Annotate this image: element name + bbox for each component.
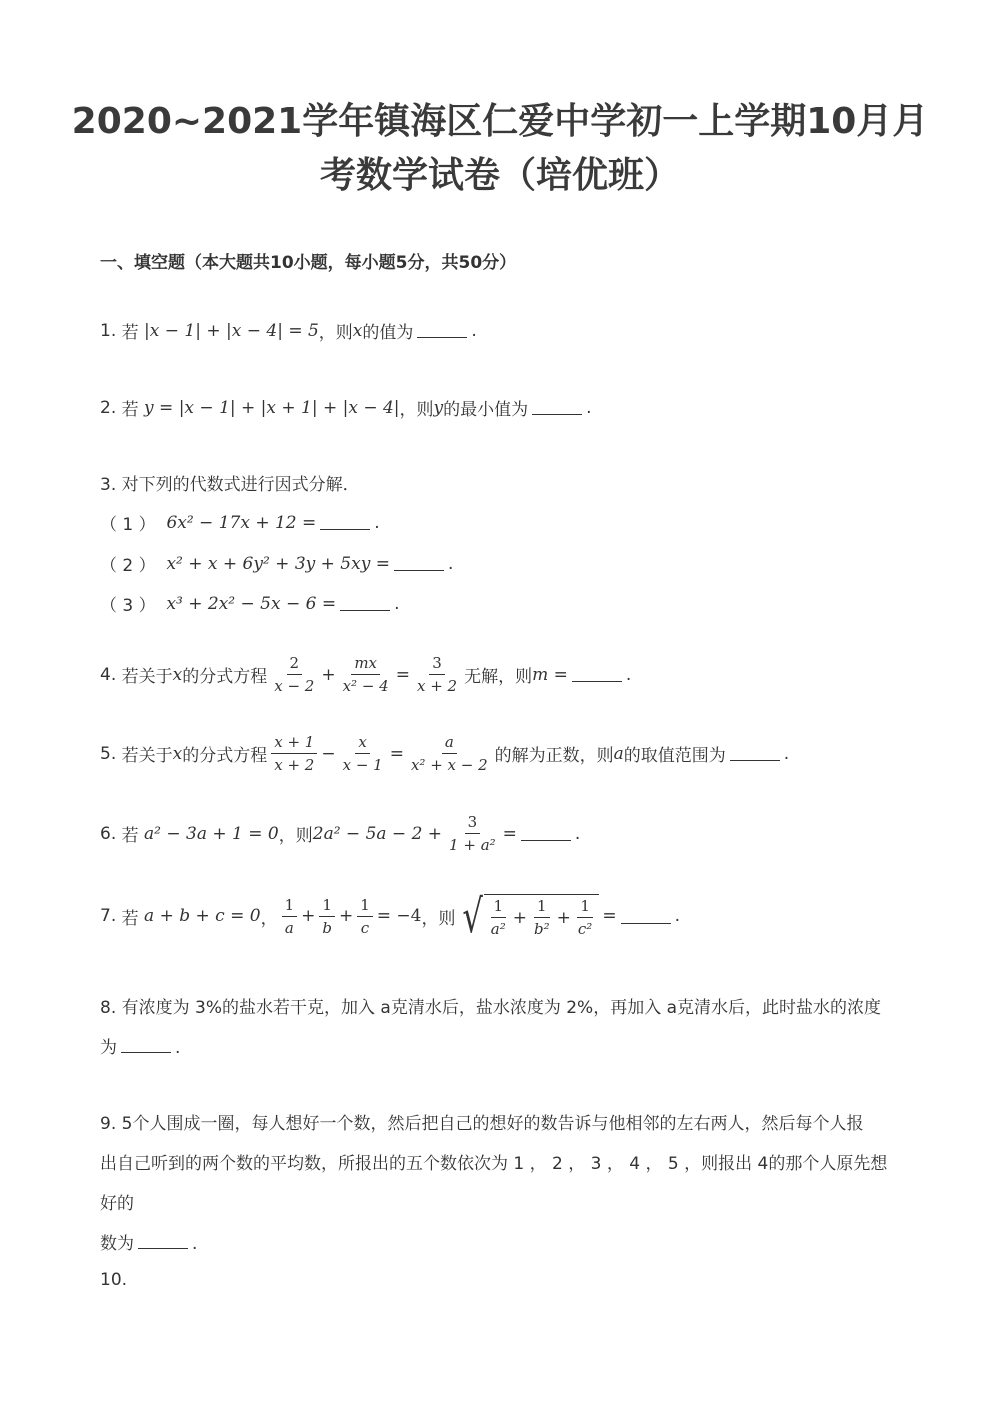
q7-numerator-b: 1	[319, 896, 335, 917]
q9-line-3-text: 数为	[100, 1234, 134, 1254]
q2-mid: ，则	[399, 400, 434, 420]
q4-target-variable: m =	[532, 664, 568, 685]
question-5	[100, 733, 789, 774]
q5-prefix: 若关于	[121, 746, 173, 766]
q8-line-2-text: 为	[100, 1038, 117, 1058]
q6-numerator: 3	[465, 813, 481, 834]
q7-denominator-c: c	[360, 918, 370, 937]
q6-end: .	[574, 823, 581, 844]
q1-prefix: 若	[121, 323, 139, 343]
q7-radicand	[484, 894, 600, 938]
q7-comma: ，	[260, 908, 278, 929]
question-8	[100, 988, 900, 1068]
q3-part2-label: （ 2 ）	[100, 556, 156, 576]
q4-f3-numerator: 3	[429, 654, 445, 675]
q5-f1-denominator: x + 2	[274, 756, 315, 774]
q7-numerator-b2: 1	[534, 897, 550, 918]
q7-denominator-b: b	[322, 918, 332, 937]
q9-answer-blank[interactable]	[138, 1234, 188, 1249]
q4-fraction-2	[340, 654, 392, 695]
q7-end: .	[674, 906, 680, 926]
question-4	[100, 654, 631, 695]
q2-end: .	[586, 397, 592, 418]
question-7	[100, 889, 680, 943]
q7-frac-1-over-a2	[488, 897, 509, 938]
q7-frac-1-over-b2	[531, 897, 553, 938]
q8-end: .	[175, 1038, 181, 1058]
q3-part3-answer-blank[interactable]	[340, 596, 390, 611]
q3-part3-end: .	[394, 593, 400, 614]
title-line-2: 考数学试卷（培优班）	[319, 155, 680, 196]
q7-equals-minus-4: = −4	[376, 906, 422, 926]
q8-line-2	[100, 1028, 900, 1068]
q7-plus-2: +	[338, 906, 354, 926]
q4-post: 的分式方程	[182, 667, 268, 687]
q4-f1-numerator: 2	[287, 654, 303, 675]
q9-line-1: 9. 5个人围成一圈，每人想好一个数，然后把自己的想好的数告诉与他相邻的左右两人，然后每个人报	[100, 1114, 864, 1134]
radical-icon: √	[462, 889, 484, 943]
q3-part1-end: .	[374, 512, 380, 533]
question-1	[100, 318, 477, 343]
q5-fraction-3	[408, 733, 491, 774]
q4-fraction-3	[414, 654, 460, 695]
q5-number: 5.	[100, 743, 117, 764]
q2-variable: y	[433, 397, 444, 418]
q7-frac-1-over-c2	[575, 897, 595, 938]
q7-denominator-c2: c²	[577, 920, 593, 938]
q1-answer-blank[interactable]	[417, 323, 467, 338]
q3-part2-expression: x² + x + 6y² + 3y + 5xy =	[166, 553, 390, 574]
q5-variable: x	[172, 743, 183, 764]
q7-number: 7.	[100, 906, 117, 926]
q2-prefix: 若	[121, 400, 139, 420]
q7-plus-1: +	[301, 906, 316, 926]
q4-number: 4.	[100, 664, 117, 685]
q3-part1-label: （ 1 ）	[100, 515, 156, 535]
q9-line-3	[100, 1224, 900, 1264]
q1-expression: |x − 1| + |x − 4| = 5	[144, 320, 319, 341]
q4-f3-denominator: x + 2	[416, 677, 458, 695]
q7-answer-blank[interactable]	[621, 909, 671, 924]
q4-operator: +	[321, 664, 336, 685]
q6-mid: ，则	[278, 826, 313, 846]
q6-number: 6.	[100, 823, 117, 844]
q1-number: 1.	[100, 320, 117, 341]
q7-denominator-a: a	[284, 918, 294, 937]
q4-fraction-1	[271, 654, 317, 695]
q2-answer-blank[interactable]	[532, 400, 582, 415]
q3-part1-expression: 6x² − 17x + 12 =	[166, 512, 317, 533]
q6-condition: a² − 3a + 1 = 0	[144, 823, 279, 844]
q2-post: 的最小值为	[443, 400, 529, 420]
q4-prefix: 若关于	[121, 667, 173, 687]
q2-number: 2.	[100, 397, 117, 418]
q7-frac-1-over-c	[357, 896, 373, 937]
q5-f3-numerator: a	[442, 733, 457, 754]
question-3-stem: 3. 对下列的代数式进行因式分解．	[100, 475, 360, 495]
q5-f1-numerator: x + 1	[271, 733, 317, 754]
q6-answer-blank[interactable]	[521, 826, 571, 841]
q3-part3-expression: x³ + 2x² − 5x − 6 =	[166, 593, 337, 614]
q5-f2-denominator: x − 1	[342, 756, 383, 774]
question-3-part-3	[100, 591, 400, 616]
q5-fraction-2	[340, 733, 386, 774]
q4-f1-denominator: x − 2	[274, 677, 315, 695]
q3-part3-label: （ 3 ）	[100, 596, 156, 616]
q4-f2-numerator: mx	[351, 654, 380, 675]
q4-equals: =	[395, 664, 410, 685]
q5-f3-denominator: x² + x − 2	[410, 756, 488, 774]
q7-numerator-a2: 1	[491, 897, 507, 918]
q9-line-2: 出自己听到的两个数的平均数，所报出的五个数依次为 1 ， 2 ， 3 ， 4 ， 5 ，则报出 4的那个人原先想好的	[100, 1154, 888, 1214]
q1-post: 的值为	[362, 323, 414, 343]
q3-part1-answer-blank[interactable]	[320, 515, 370, 530]
q2-expression: y = |x − 1| + |x + 1| + |x − 4|	[144, 397, 400, 418]
title-line-1: 2020~2021学年镇海区仁爱中学初一上学期10月月	[71, 101, 929, 142]
q1-end: .	[471, 320, 477, 341]
question-3-part-2	[100, 551, 453, 576]
q4-f2-denominator: x² − 4	[342, 677, 389, 695]
q4-variable: x	[172, 664, 183, 685]
question-3-part-1	[100, 510, 380, 535]
q5-target-variable: a	[613, 743, 624, 764]
q7-square-root	[458, 889, 599, 943]
q5-post: 的分式方程	[182, 746, 268, 766]
q8-line-1: 8. 有浓度为 3%的盐水若干克，加入 a克清水后，盐水浓度为 2%，再加入 a克清水后，此时盐水的浓度	[100, 998, 882, 1018]
q4-end: .	[625, 664, 632, 685]
q7-numerator-a: 1	[282, 896, 298, 917]
q7-denominator-b2: b²	[534, 920, 550, 938]
q7-mid: ，则	[421, 908, 456, 929]
q5-answer-blank[interactable]	[730, 746, 780, 761]
q5-tail-2: 的取值范围为	[623, 746, 726, 766]
q7-numerator-c2: 1	[577, 897, 593, 918]
page-title	[60, 95, 940, 203]
q7-condition: a + b + c = 0	[144, 906, 261, 926]
q5-fraction-1	[271, 733, 317, 774]
q7-equals: =	[602, 906, 617, 926]
q6-expression: 2a² − 5a − 2 +	[312, 823, 443, 844]
question-2	[100, 395, 592, 420]
question-6	[100, 813, 580, 854]
q3-part2-end: .	[447, 553, 454, 574]
q5-f2-numerator: x	[355, 733, 369, 754]
q6-prefix: 若	[121, 826, 139, 846]
q4-answer-blank[interactable]	[572, 667, 622, 682]
question-9	[100, 1104, 900, 1264]
q5-equals: =	[389, 743, 404, 764]
q7-plus-4: +	[556, 907, 571, 928]
q7-numerator-c: 1	[357, 896, 373, 917]
q5-operator: −	[321, 743, 336, 764]
q7-denominator-a2: a²	[490, 920, 506, 938]
section-heading: 一、填空题（本大题共10小题，每小题5分，共50分）	[100, 253, 517, 273]
q5-tail: 的解为正数，则	[494, 746, 614, 766]
q3-part2-answer-blank[interactable]	[394, 556, 444, 571]
q7-frac-1-over-b	[319, 896, 335, 937]
q6-equals: =	[502, 823, 517, 844]
q4-tail: 无解，则	[464, 667, 533, 687]
q9-end: .	[192, 1234, 198, 1254]
question-10: 10.	[100, 1270, 128, 1290]
q1-mid: ，则	[318, 323, 353, 343]
q7-prefix: 若	[121, 908, 139, 929]
q6-denominator: 1 + a²	[449, 836, 496, 854]
q8-answer-blank[interactable]	[121, 1038, 171, 1053]
q5-end: .	[783, 743, 790, 764]
q1-variable: x	[352, 320, 363, 341]
q7-frac-1-over-a	[282, 896, 298, 937]
q6-fraction	[446, 813, 499, 854]
q7-plus-3: +	[512, 907, 528, 928]
